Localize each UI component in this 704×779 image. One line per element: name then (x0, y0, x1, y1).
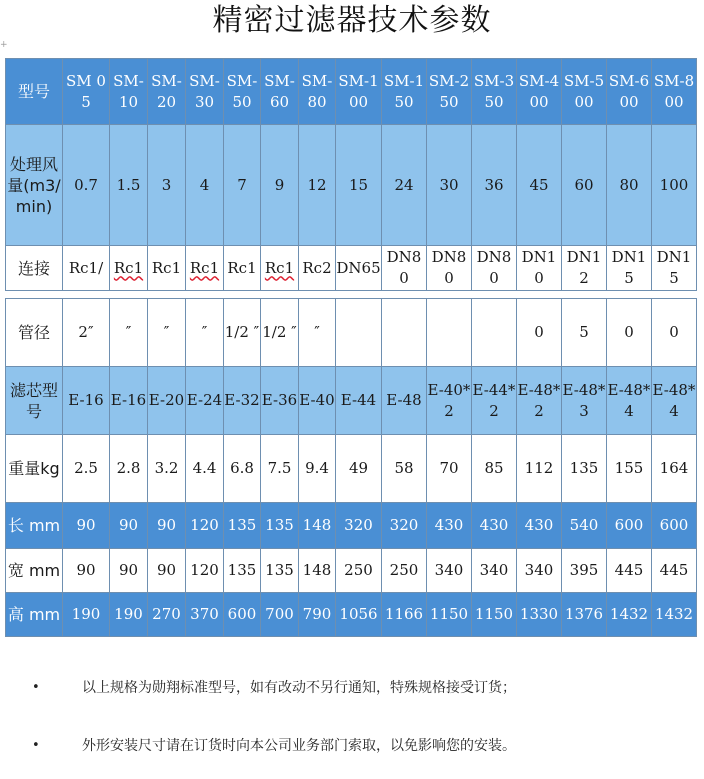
cell-length: 135 (261, 503, 299, 549)
cell-model: SM-400 (517, 59, 562, 125)
cell-pipe: 5 (562, 299, 607, 367)
cell-length: 600 (652, 503, 697, 549)
cell-connection: Rc1 (224, 246, 261, 291)
cell-airflow: 30 (427, 125, 472, 246)
row-weight (6, 435, 697, 503)
cell-length: 90 (63, 503, 110, 549)
cell-pipe: ″ (186, 299, 224, 367)
cell-length: 90 (148, 503, 186, 549)
cell-width: 250 (336, 549, 382, 593)
cell-element: E-48 (382, 367, 427, 435)
cell-length: 148 (299, 503, 336, 549)
cell-width: 340 (472, 549, 517, 593)
cell-airflow: 0.7 (63, 125, 110, 246)
cell-weight: 85 (472, 435, 517, 503)
cell-pipe (427, 299, 472, 367)
cell-airflow: 100 (652, 125, 697, 246)
row-pipe (6, 299, 697, 367)
cell-height: 600 (224, 593, 261, 637)
cell-length: 430 (472, 503, 517, 549)
notes-list (30, 678, 690, 756)
cell-airflow: 4 (186, 125, 224, 246)
cell-connection: DN80 (427, 246, 472, 291)
cell-length: 430 (427, 503, 472, 549)
cell-element: E-24 (186, 367, 224, 435)
page-title: 精密过滤器技术参数 (212, 3, 492, 38)
cell-model: SM-60 (261, 59, 299, 125)
cell-pipe: 1/2 ″ (224, 299, 261, 367)
cell-airflow: 3 (148, 125, 186, 246)
cell-height: 190 (63, 593, 110, 637)
cell-pipe: 2″ (63, 299, 110, 367)
cell-pipe (336, 299, 382, 367)
cell-weight: 3.2 (148, 435, 186, 503)
cell-model: SM 05 (63, 59, 110, 125)
cell-height: 1166 (382, 593, 427, 637)
cell-airflow: 24 (382, 125, 427, 246)
cell-weight: 155 (607, 435, 652, 503)
cell-weight: 2.8 (110, 435, 148, 503)
cell-airflow: 15 (336, 125, 382, 246)
note-text: 以上规格为勋翔标准型号，如有改动不另行通知，特殊规格接受订货； (82, 680, 516, 696)
cell-length: 320 (336, 503, 382, 549)
cell-width: 90 (148, 549, 186, 593)
cell-model: SM-20 (148, 59, 186, 125)
bullet-icon: • (32, 680, 40, 695)
cell-length: 120 (186, 503, 224, 549)
row-connection (6, 246, 697, 291)
row-model (6, 59, 697, 125)
note-item (30, 736, 690, 756)
cell-weight: 112 (517, 435, 562, 503)
cell-model: SM-250 (427, 59, 472, 125)
cell-width: 395 (562, 549, 607, 593)
cell-height: 370 (186, 593, 224, 637)
cell-length: 90 (110, 503, 148, 549)
cell-length: 320 (382, 503, 427, 549)
row-header-element: 滤芯型号 (6, 367, 63, 435)
cell-model: SM-500 (562, 59, 607, 125)
row-height (6, 593, 697, 637)
cell-height: 270 (148, 593, 186, 637)
cell-height: 1056 (336, 593, 382, 637)
row-header-pipe: 管径 (6, 299, 63, 367)
cell-airflow: 1.5 (110, 125, 148, 246)
cell-element: E-44 (336, 367, 382, 435)
cell-length: 600 (607, 503, 652, 549)
row-header-height: 高 mm (6, 593, 63, 637)
cell-pipe: ″ (148, 299, 186, 367)
cell-connection: Rc1 (110, 246, 148, 291)
row-length (6, 503, 697, 549)
cell-element: E-48*4 (607, 367, 652, 435)
note-item (30, 678, 690, 698)
cell-element: E-48*2 (517, 367, 562, 435)
cell-element: E-48*3 (562, 367, 607, 435)
cell-airflow: 80 (607, 125, 652, 246)
cell-connection: Rc1 (261, 246, 299, 291)
cell-height: 700 (261, 593, 299, 637)
cell-width: 340 (517, 549, 562, 593)
spec-table-top (5, 58, 697, 291)
cell-weight: 164 (652, 435, 697, 503)
cell-width: 340 (427, 549, 472, 593)
cell-connection: DN15 (607, 246, 652, 291)
cell-connection: DN80 (472, 246, 517, 291)
cell-model: SM-800 (652, 59, 697, 125)
corner-mark: + (0, 40, 8, 50)
cell-model: SM-600 (607, 59, 652, 125)
row-header-weight: 重量kg (6, 435, 63, 503)
row-header-model: 型号 (6, 59, 63, 125)
cell-weight: 70 (427, 435, 472, 503)
row-airflow (6, 125, 697, 246)
cell-model: SM-80 (299, 59, 336, 125)
cell-connection: Rc1 (186, 246, 224, 291)
cell-pipe (472, 299, 517, 367)
row-header-width: 宽 mm (6, 549, 63, 593)
cell-element: E-20 (148, 367, 186, 435)
cell-width: 135 (224, 549, 261, 593)
cell-width: 445 (607, 549, 652, 593)
cell-element: E-48*4 (652, 367, 697, 435)
cell-weight: 2.5 (63, 435, 110, 503)
cell-length: 540 (562, 503, 607, 549)
cell-pipe: 1/2 ″ (261, 299, 299, 367)
cell-width: 445 (652, 549, 697, 593)
cell-airflow: 9 (261, 125, 299, 246)
cell-weight: 135 (562, 435, 607, 503)
bullet-icon: • (32, 738, 40, 753)
cell-model: SM-10 (110, 59, 148, 125)
cell-height: 1432 (652, 593, 697, 637)
cell-height: 790 (299, 593, 336, 637)
cell-element: E-16 (63, 367, 110, 435)
cell-element: E-36 (261, 367, 299, 435)
cell-element: E-40*2 (427, 367, 472, 435)
cell-length: 430 (517, 503, 562, 549)
cell-airflow: 60 (562, 125, 607, 246)
cell-model: SM-50 (224, 59, 261, 125)
cell-pipe: 0 (652, 299, 697, 367)
cell-width: 90 (110, 549, 148, 593)
cell-height: 1150 (472, 593, 517, 637)
spec-table-bottom (5, 298, 697, 637)
cell-weight: 4.4 (186, 435, 224, 503)
cell-width: 135 (261, 549, 299, 593)
cell-width: 90 (63, 549, 110, 593)
cell-weight: 6.8 (224, 435, 261, 503)
cell-element: E-44*2 (472, 367, 517, 435)
row-width (6, 549, 697, 593)
cell-width: 148 (299, 549, 336, 593)
cell-connection: DN10 (517, 246, 562, 291)
cell-airflow: 45 (517, 125, 562, 246)
cell-weight: 7.5 (261, 435, 299, 503)
cell-height: 1376 (562, 593, 607, 637)
row-header-airflow: 处理风量(m3/min) (6, 125, 63, 246)
cell-height: 1330 (517, 593, 562, 637)
cell-model: SM-30 (186, 59, 224, 125)
cell-width: 120 (186, 549, 224, 593)
cell-airflow: 12 (299, 125, 336, 246)
cell-weight: 9.4 (299, 435, 336, 503)
cell-pipe: ″ (110, 299, 148, 367)
row-element (6, 367, 697, 435)
cell-connection: Rc1 (148, 246, 186, 291)
cell-model: SM-350 (472, 59, 517, 125)
cell-model: SM-100 (336, 59, 382, 125)
cell-airflow: 36 (472, 125, 517, 246)
cell-pipe: ″ (299, 299, 336, 367)
cell-element: E-32 (224, 367, 261, 435)
cell-connection: Rc2 (299, 246, 336, 291)
cell-connection: DN12 (562, 246, 607, 291)
note-text: 外形安装尺寸请在订货时向本公司业务部门索取，以免影响您的安装。 (82, 738, 516, 754)
cell-connection: DN80 (382, 246, 427, 291)
cell-height: 1150 (427, 593, 472, 637)
cell-pipe: 0 (607, 299, 652, 367)
cell-width: 250 (382, 549, 427, 593)
cell-height: 1432 (607, 593, 652, 637)
cell-weight: 58 (382, 435, 427, 503)
cell-pipe (382, 299, 427, 367)
cell-element: E-16 (110, 367, 148, 435)
cell-model: SM-150 (382, 59, 427, 125)
cell-pipe: 0 (517, 299, 562, 367)
cell-length: 135 (224, 503, 261, 549)
cell-connection: Rc1/ (63, 246, 110, 291)
cell-connection: DN65 (336, 246, 382, 291)
cell-connection: DN15 (652, 246, 697, 291)
cell-airflow: 7 (224, 125, 261, 246)
row-header-length: 长 mm (6, 503, 63, 549)
cell-height: 190 (110, 593, 148, 637)
cell-weight: 49 (336, 435, 382, 503)
cell-element: E-40 (299, 367, 336, 435)
row-header-connection: 连接 (6, 246, 63, 291)
